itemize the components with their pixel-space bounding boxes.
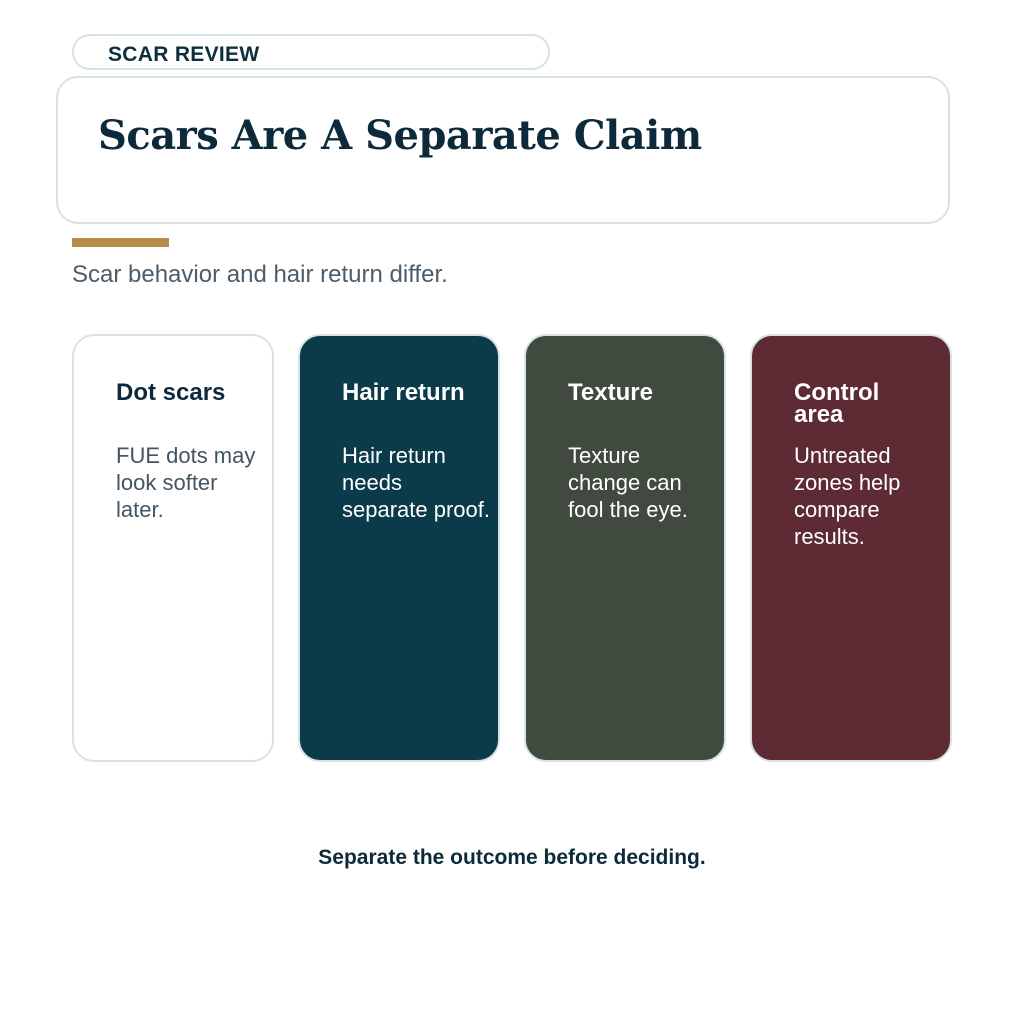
- card-texture: [524, 334, 726, 762]
- footer-note: Separate the outcome before deciding.: [318, 846, 706, 869]
- card-title: Control area: [794, 379, 880, 428]
- card-title: Hair return: [342, 379, 465, 406]
- card-title: Texture: [568, 379, 653, 406]
- section-tag: [72, 34, 550, 70]
- card-body: FUE dots may look softer later.: [116, 443, 256, 522]
- page-title: Scars Are A Separate Claim: [98, 112, 702, 159]
- page-subtitle: Scar behavior and hair return differ.: [72, 261, 448, 288]
- card-body: Hair return needs separate proof.: [342, 443, 490, 522]
- section-tag-label: SCAR REVIEW: [108, 43, 260, 66]
- card-title: Dot scars: [116, 379, 226, 406]
- card-dot-scars: [72, 334, 274, 762]
- accent-divider: [72, 238, 169, 247]
- title-card: [56, 76, 950, 224]
- card-body: Texture change can fool the eye.: [568, 443, 688, 522]
- card-control-area: [750, 334, 952, 762]
- card-body: Untreated zones help compare results.: [794, 443, 901, 549]
- card-hair-return: [298, 334, 500, 762]
